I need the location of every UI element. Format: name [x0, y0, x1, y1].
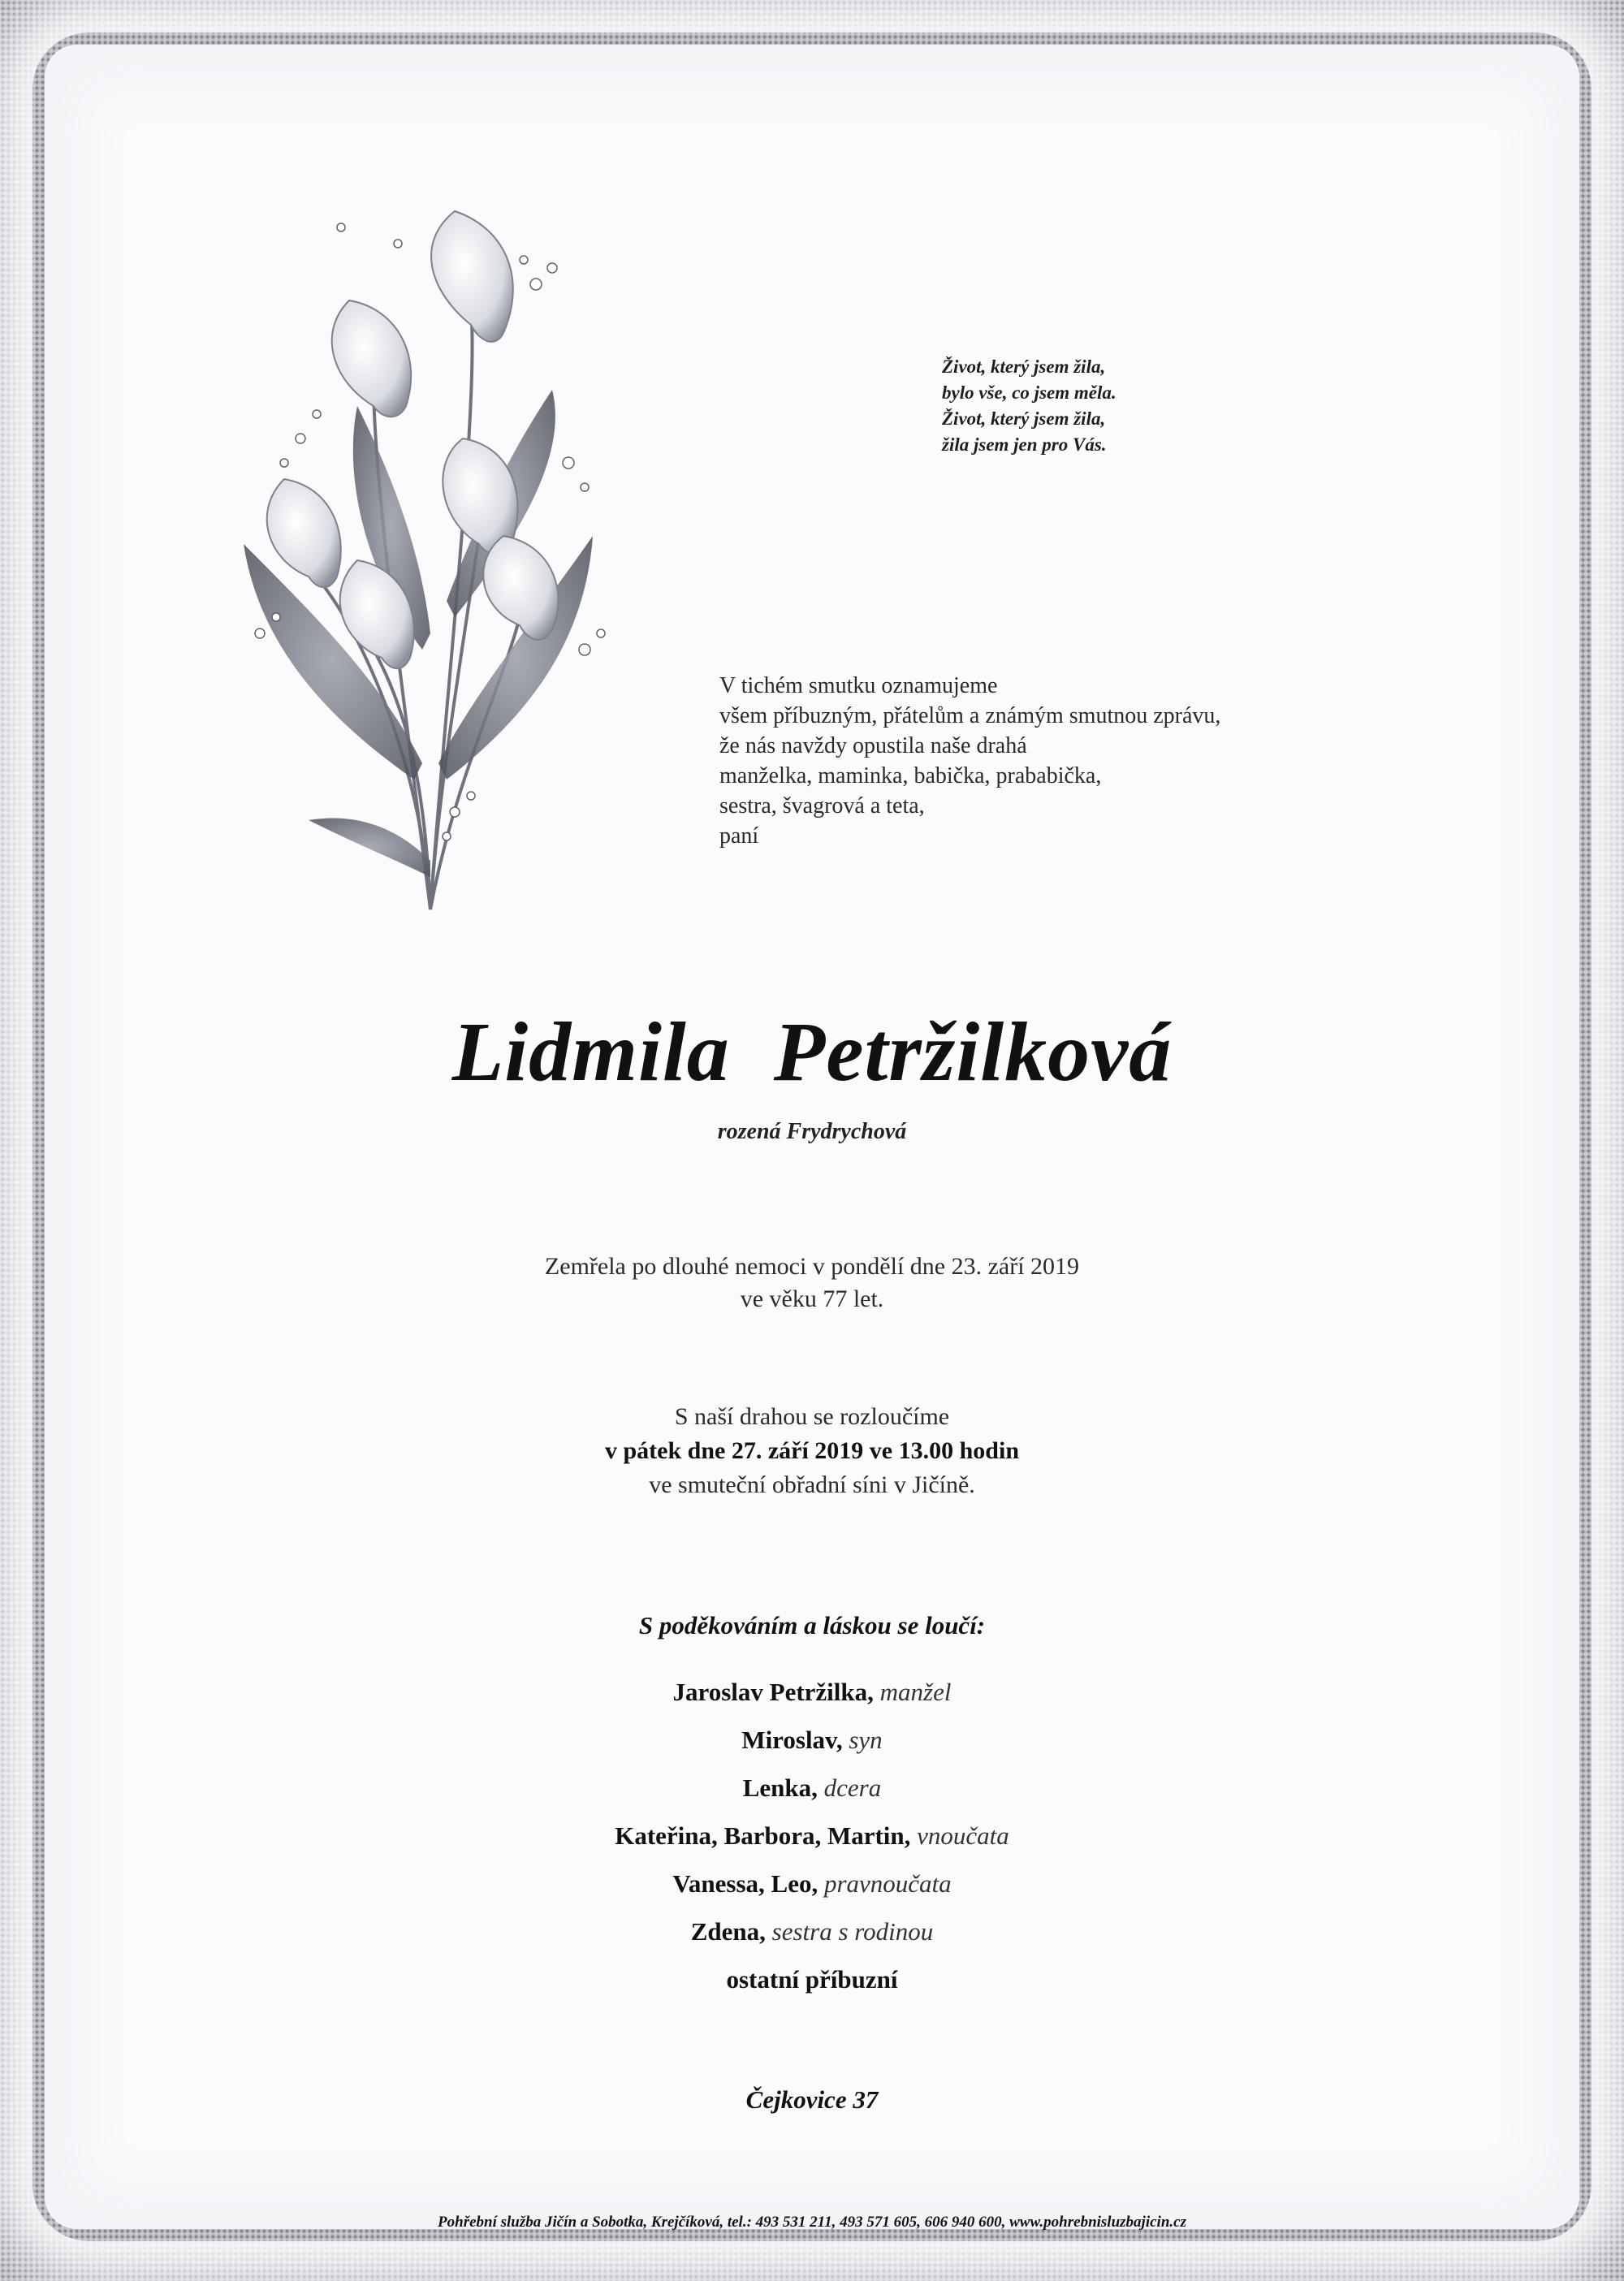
announcement-intro — [719, 671, 1548, 851]
mourner-name: Miroslav, — [741, 1726, 843, 1754]
maiden-name: rozená Frydrychová — [717, 1119, 907, 1144]
intro-line: manželka, maminka, babička, prababička, — [719, 763, 1102, 788]
deceased-name: Lidmila Petržilková — [451, 1005, 1173, 1099]
intro-line: všem příbuzným, přátelům a známým smutnou zprávu, — [719, 703, 1221, 728]
death-info — [0, 1251, 1624, 1315]
mourner-name: Kateřina, Barbora, Martin, — [615, 1821, 911, 1850]
funeral-venue: ve smuteční obřadní síni v Jičíně. — [649, 1471, 975, 1498]
mourners-list — [0, 1668, 1624, 2003]
mourner-name: ostatní příbuzní — [726, 1965, 898, 1994]
funeral-service-footer: Pohřební služba Jičín a Sobotka, Krejčíková, tel.: 493 531 211, 493 571 605, 606 940 600, www.pohrebnisluzbajicin.cz — [438, 2214, 1186, 2231]
intro-line: V tichém smutku oznamujeme — [719, 673, 998, 698]
intro-line: paní — [719, 823, 759, 849]
mourner-row — [0, 1764, 1624, 1812]
thanks-heading: S poděkováním a láskou se loučí: — [638, 1611, 986, 1639]
mourner-row — [0, 1860, 1624, 1907]
address: Čejkovice 37 — [745, 2085, 879, 2114]
poem-line: Život, který jsem žila, — [942, 356, 1106, 377]
mourner-relation: sestra s rodinou — [771, 1917, 934, 1946]
poem-line: žila jsem jen pro Vás. — [942, 434, 1107, 455]
mourner-name: Lenka, — [742, 1773, 818, 1802]
memorial-poem — [942, 354, 1283, 458]
funeral-datetime: v pátek dne 27. září 2019 ve 13.00 hodin — [604, 1437, 1020, 1464]
death-date-line: Zemřela po dlouhé nemoci v pondělí dne 23. září 2019 — [544, 1253, 1080, 1280]
mourner-name: Zdena, — [690, 1917, 766, 1946]
poem-line: Život, který jsem žila, — [942, 408, 1106, 429]
calla-lily-bouquet-image — [211, 195, 633, 926]
mourner-name: Vanessa, Leo, — [672, 1869, 818, 1898]
farewell-line: S naší drahou se rozloučíme — [674, 1403, 950, 1430]
mourner-relation: pravnoučata — [823, 1869, 952, 1898]
mourner-row — [0, 1716, 1624, 1764]
mourner-relation: syn — [849, 1726, 883, 1754]
mourner-row — [0, 1668, 1624, 1716]
mourner-name: Jaroslav Petržilka, — [672, 1678, 874, 1706]
death-age-line: ve věku 77 let. — [740, 1285, 884, 1312]
mourner-row — [0, 1812, 1624, 1860]
mourner-row — [0, 1907, 1624, 1955]
intro-line: sestra, švagrová a teta, — [719, 793, 925, 819]
mourner-relation: vnoučata — [917, 1821, 1009, 1850]
mourner-row — [0, 1955, 1624, 2003]
intro-line: že nás navždy opustila naše drahá — [719, 733, 1027, 758]
poem-line: bylo vše, co jsem měla. — [942, 382, 1116, 403]
mourner-relation: manžel — [879, 1678, 952, 1706]
funeral-info — [0, 1400, 1624, 1502]
mourner-relation: dcera — [823, 1773, 882, 1802]
